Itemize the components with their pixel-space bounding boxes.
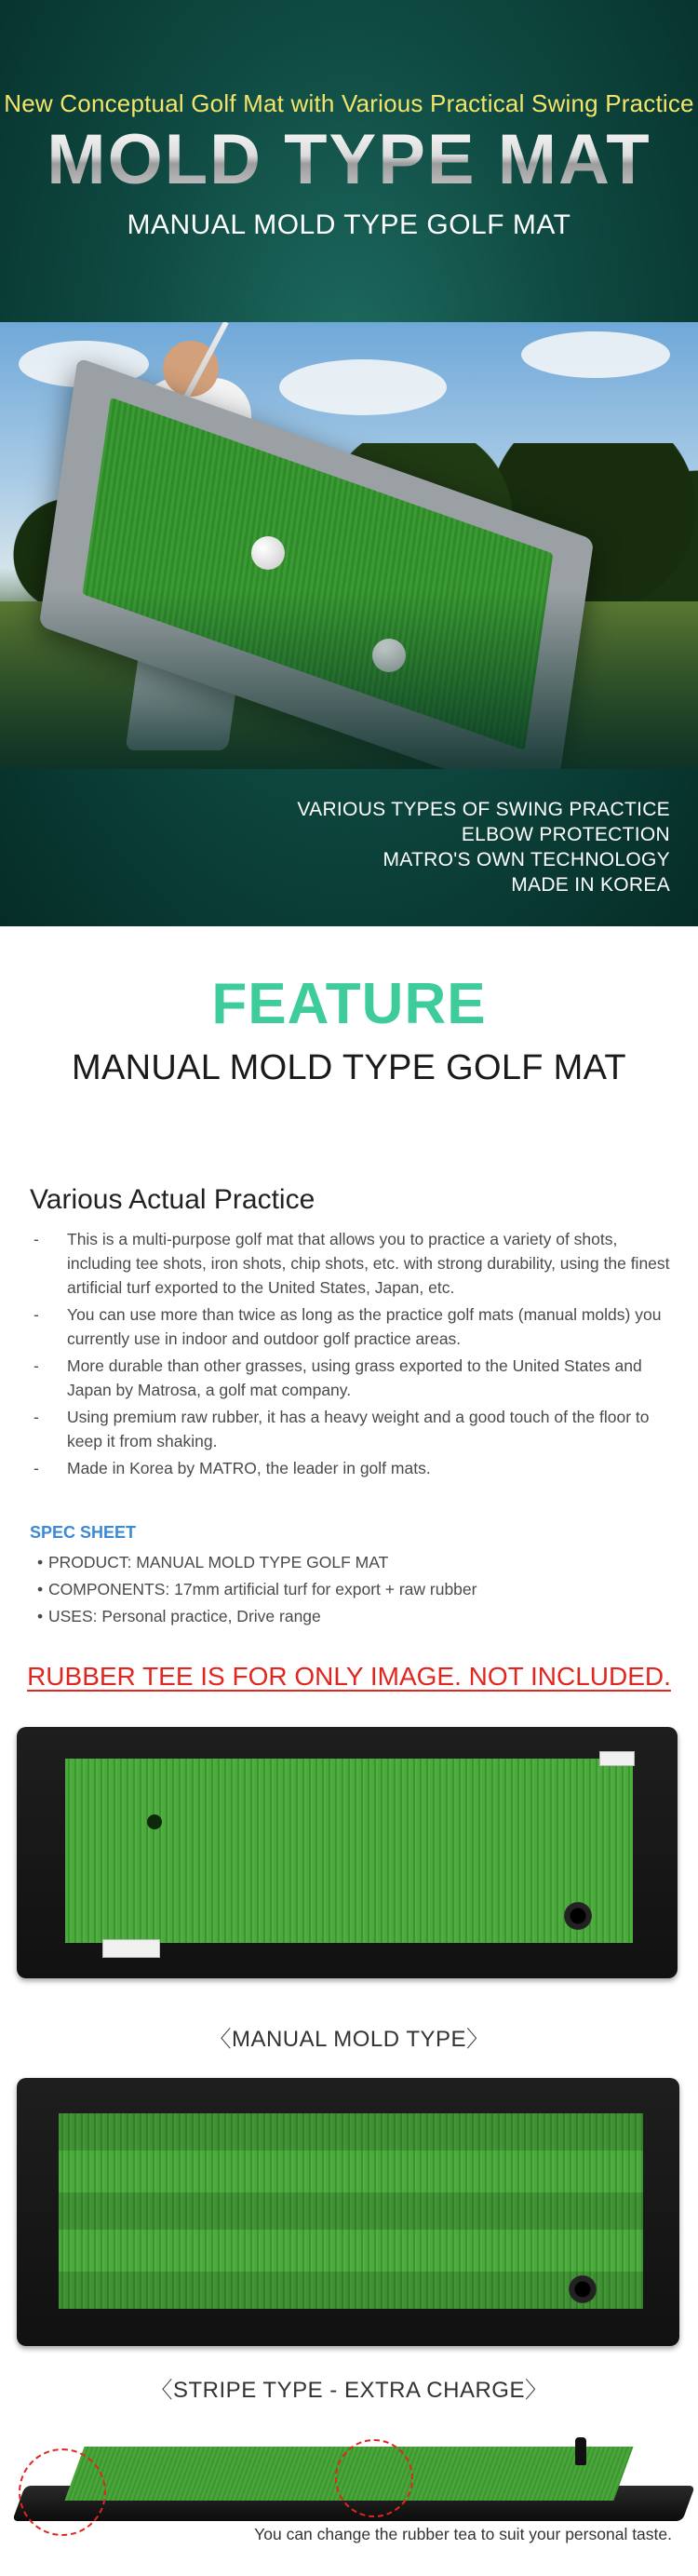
list-item: - This is a multi-purpose golf mat that allows you to practice a variety of shots, including tee shots, iron shots, chip shots, etc. with strong durability, using the finest artificial turf exported to the United States, Japan, etc. [30, 1227, 672, 1300]
practice-list [30, 1227, 672, 1483]
rubber-tee-icon [564, 1902, 592, 1930]
list-item: - Made in Korea by MATRO, the leader in golf mats. [30, 1456, 672, 1480]
brand-logo-icon [102, 1939, 160, 1958]
turf-area [59, 2113, 643, 2309]
spec-sheet-title: SPEC SHEET [30, 1523, 137, 1542]
hero-list-item: VARIOUS TYPES OF SWING PRACTICE [297, 799, 670, 820]
hero-subtitle: New Conceptual Golf Mat with Various Practical Swing Practice [4, 89, 694, 117]
hero-list-item: MATRO'S OWN TECHNOLOGY [383, 849, 670, 870]
rubber-tee-warning [0, 1662, 698, 1692]
hero-product-line: MANUAL MOLD TYPE GOLF MAT [127, 209, 571, 240]
feature-title: FEATURE [211, 972, 487, 1036]
stripe-type-mat-image [17, 2078, 679, 2346]
stripe-type-caption: 〈STRIPE TYPE - EXTRA CHARGE〉 [150, 2378, 548, 2403]
hero-banner [0, 0, 698, 926]
list-item: - More durable than other grasses, using grass exported to the United States and Japan by Matrosa, a golf mat company. [30, 1354, 672, 1402]
spec-list [30, 1549, 477, 1630]
hole-icon [147, 1814, 162, 1829]
list-item: • COMPONENTS: 17mm artificial turf for export + raw rubber [30, 1576, 477, 1603]
rubber-tee-icon [569, 2275, 597, 2303]
list-item: - You can use more than twice as long as the practice golf mats (manual molds) you currently use in indoor and outdoor golf practice areas. [30, 1302, 672, 1351]
hero-feature-list [297, 797, 670, 897]
closeup-note: You can change the rubber tea to suit your personal taste. [254, 2525, 672, 2543]
warning-text: RUBBER TEE IS FOR ONLY IMAGE. NOT INCLUDED. [27, 1662, 671, 1691]
manual-mold-caption: 〈MANUAL MOLD TYPE〉 [208, 2027, 490, 2052]
hero-list-item: MADE IN KOREA [511, 874, 670, 896]
turf-area [65, 1759, 633, 1943]
rubber-tee-icon [575, 2437, 586, 2465]
manual-mold-mat-image [17, 1727, 678, 1978]
practice-heading: Various Actual Practice [30, 1184, 315, 1215]
brand-sticker-icon [599, 1751, 635, 1766]
highlight-circle-icon [335, 2439, 413, 2517]
list-item: • PRODUCT: MANUAL MOLD TYPE GOLF MAT [30, 1549, 477, 1576]
hero-title: MOLD TYPE MAT [0, 119, 698, 200]
list-item: - Using premium raw rubber, it has a heavy weight and a good touch of the floor to keep it from shaking. [30, 1405, 672, 1453]
feature-subtitle: MANUAL MOLD TYPE GOLF MAT [72, 1048, 626, 1087]
golfer-photo [0, 322, 698, 769]
highlight-circle-icon [19, 2448, 106, 2536]
list-item: • USES: Personal practice, Drive range [30, 1603, 477, 1630]
hero-list-item: ELBOW PROTECTION [461, 824, 670, 845]
